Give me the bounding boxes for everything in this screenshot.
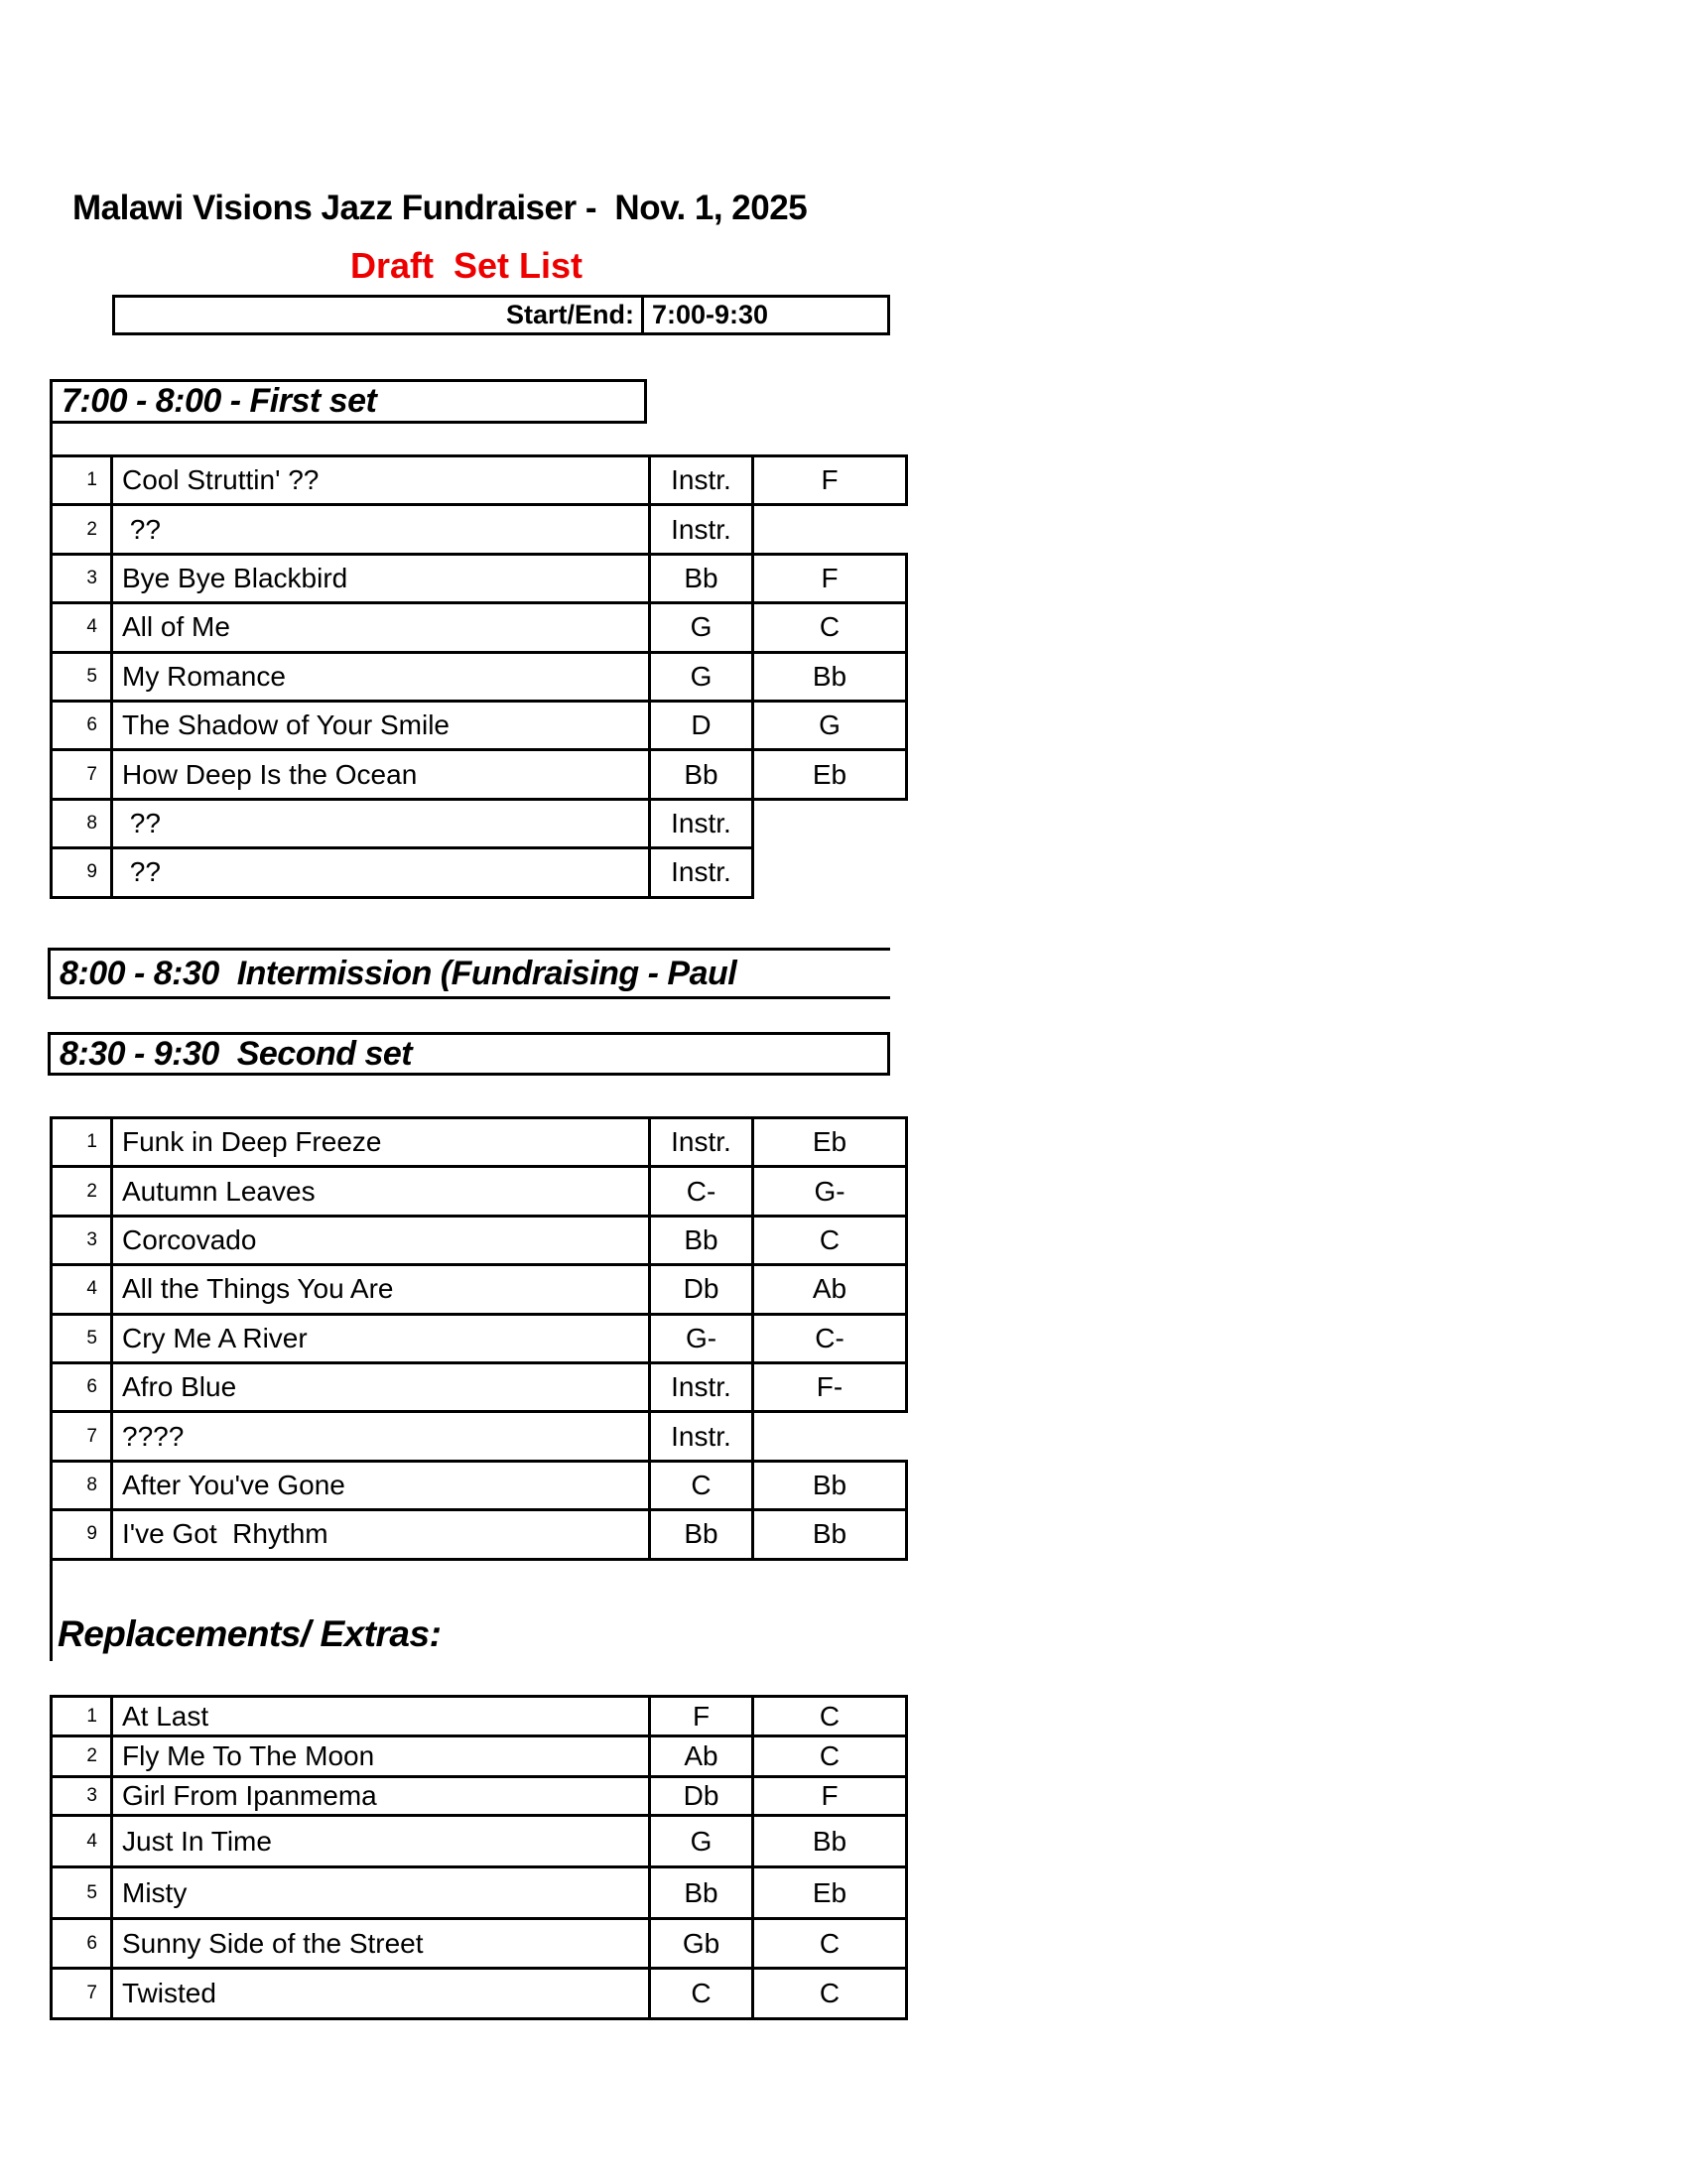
song-title-cell: ????	[112, 1412, 650, 1461]
song-key2-cell	[753, 1412, 907, 1461]
page-title: Malawi Visions Jazz Fundraiser - Nov. 1, 2025	[72, 189, 808, 227]
song-key1-cell: Instr.	[650, 799, 753, 847]
song-key1-cell: Instr.	[650, 456, 753, 505]
row-number-cell: 4	[52, 1265, 112, 1314]
song-key1-cell: Bb	[650, 750, 753, 799]
row-number-cell: 9	[52, 848, 112, 897]
song-row	[52, 1697, 907, 1736]
row-number-cell: 8	[52, 1461, 112, 1509]
song-row	[52, 1216, 907, 1264]
song-row	[52, 1736, 907, 1777]
first-set-header: 7:00 - 8:00 - First set	[50, 379, 647, 424]
song-key1-cell: Instr.	[650, 505, 753, 554]
song-title-cell: The Shadow of Your Smile	[112, 701, 650, 749]
row-number-cell: 5	[52, 1314, 112, 1362]
song-title-cell: All the Things You Are	[112, 1265, 650, 1314]
song-row	[52, 456, 907, 505]
song-row	[52, 1118, 907, 1167]
song-key2-cell: F	[753, 456, 907, 505]
song-key1-cell: G-	[650, 1314, 753, 1362]
song-key1-cell: Gb	[650, 1919, 753, 1969]
song-title-cell: Autumn Leaves	[112, 1167, 650, 1216]
song-key2-cell: C	[753, 1216, 907, 1264]
song-key2-cell: C	[753, 1919, 907, 1969]
schedule-value: 7:00-9:30	[652, 300, 769, 329]
song-key2-cell: Bb	[753, 1510, 907, 1559]
row-number-cell: 4	[52, 1816, 112, 1867]
song-title-cell: Girl From Ipanmema	[112, 1777, 650, 1816]
song-key2-cell	[753, 505, 907, 554]
song-title-cell: Misty	[112, 1867, 650, 1919]
song-key2-cell: Bb	[753, 652, 907, 701]
row-number-cell: 6	[52, 701, 112, 749]
song-title-cell: Afro Blue	[112, 1362, 650, 1411]
song-key1-cell: Instr.	[650, 1412, 753, 1461]
row-number-cell: 6	[52, 1362, 112, 1411]
song-key1-cell: C	[650, 1969, 753, 2019]
song-title-cell: Cool Struttin' ??	[112, 456, 650, 505]
song-key2-cell: C	[753, 603, 907, 652]
song-key1-cell: G	[650, 1816, 753, 1867]
song-key2-cell: C	[753, 1697, 907, 1736]
row-number-cell: 5	[52, 1867, 112, 1919]
song-key1-cell: G	[650, 603, 753, 652]
song-row	[52, 1867, 907, 1919]
song-key1-cell: Instr.	[650, 848, 753, 897]
song-title-cell: After You've Gone	[112, 1461, 650, 1509]
song-row	[52, 1510, 907, 1559]
song-title-cell: Just In Time	[112, 1816, 650, 1867]
page-subtitle: Draft Set List	[349, 245, 584, 286]
row-number-cell: 8	[52, 799, 112, 847]
song-row	[52, 1314, 907, 1362]
song-row	[52, 603, 907, 652]
song-key2-cell: F-	[753, 1362, 907, 1411]
song-title-cell: Sunny Side of the Street	[112, 1919, 650, 1969]
row-number-cell: 2	[52, 505, 112, 554]
song-key1-cell: Instr.	[650, 1118, 753, 1167]
song-key2-cell: C	[753, 1969, 907, 2019]
song-key1-cell: Bb	[650, 1867, 753, 1919]
song-key1-cell: Instr.	[650, 1362, 753, 1411]
song-key2-cell: C-	[753, 1314, 907, 1362]
row-number-cell: 1	[52, 1697, 112, 1736]
song-key1-cell: Bb	[650, 1216, 753, 1264]
song-row	[52, 701, 907, 749]
second-set-header: 8:30 - 9:30 Second set	[48, 1032, 890, 1076]
song-key2-cell: Bb	[753, 1816, 907, 1867]
song-key1-cell: D	[650, 701, 753, 749]
song-key2-cell: G-	[753, 1167, 907, 1216]
row-number-cell: 2	[52, 1736, 112, 1777]
second-set-table	[50, 1116, 908, 1561]
song-row	[52, 652, 907, 701]
row-number-cell: 1	[52, 456, 112, 505]
song-key2-cell: Eb	[753, 1118, 907, 1167]
song-key2-cell	[753, 848, 907, 897]
song-title-cell: Fly Me To The Moon	[112, 1736, 650, 1777]
row-number-cell: 2	[52, 1167, 112, 1216]
row-number-cell: 4	[52, 603, 112, 652]
row-number-cell: 5	[52, 652, 112, 701]
song-key1-cell: Db	[650, 1265, 753, 1314]
song-key1-cell: Bb	[650, 1510, 753, 1559]
song-title-cell: At Last	[112, 1697, 650, 1736]
row-number-cell: 7	[52, 1969, 112, 2019]
song-title-cell: Cry Me A River	[112, 1314, 650, 1362]
song-row	[52, 1362, 907, 1411]
row-number-cell: 1	[52, 1118, 112, 1167]
song-key1-cell: Db	[650, 1777, 753, 1816]
song-row	[52, 1265, 907, 1314]
song-key1-cell: C-	[650, 1167, 753, 1216]
song-key2-cell: Bb	[753, 1461, 907, 1509]
song-key1-cell: Bb	[650, 554, 753, 602]
song-key2-cell: Eb	[753, 750, 907, 799]
song-title-cell: ??	[112, 799, 650, 847]
song-key2-cell: Ab	[753, 1265, 907, 1314]
row-number-cell: 3	[52, 1777, 112, 1816]
song-row	[52, 1919, 907, 1969]
row-number-cell: 7	[52, 1412, 112, 1461]
song-title-cell: Corcovado	[112, 1216, 650, 1264]
song-row	[52, 848, 907, 897]
song-row	[52, 554, 907, 602]
song-key2-cell	[753, 799, 907, 847]
song-row	[52, 1777, 907, 1816]
extras-table	[50, 1695, 908, 2020]
song-key1-cell: Ab	[650, 1736, 753, 1777]
song-title-cell: ??	[112, 848, 650, 897]
row-number-cell: 7	[52, 750, 112, 799]
song-row	[52, 1816, 907, 1867]
extras-heading: Replacements/ Extras:	[58, 1613, 442, 1654]
row-number-cell: 9	[52, 1510, 112, 1559]
song-row	[52, 799, 907, 847]
song-key2-cell: C	[753, 1736, 907, 1777]
song-row	[52, 505, 907, 554]
song-key1-cell: G	[650, 652, 753, 701]
song-key2-cell: F	[753, 1777, 907, 1816]
song-title-cell: How Deep Is the Ocean	[112, 750, 650, 799]
schedule-box	[112, 295, 890, 335]
song-key2-cell: Eb	[753, 1867, 907, 1919]
song-title-cell: Funk in Deep Freeze	[112, 1118, 650, 1167]
header-table-connector-line	[50, 421, 53, 457]
song-title-cell: I've Got Rhythm	[112, 1510, 650, 1559]
song-key1-cell: C	[650, 1461, 753, 1509]
song-title-cell: My Romance	[112, 652, 650, 701]
row-number-cell: 3	[52, 554, 112, 602]
song-row	[52, 1412, 907, 1461]
song-key2-cell: G	[753, 701, 907, 749]
song-title-cell: Bye Bye Blackbird	[112, 554, 650, 602]
song-row	[52, 750, 907, 799]
song-row	[52, 1969, 907, 2019]
song-key1-cell: F	[650, 1697, 753, 1736]
song-title-cell: ??	[112, 505, 650, 554]
song-title-cell: All of Me	[112, 603, 650, 652]
song-row	[52, 1167, 907, 1216]
intermission-header: 8:00 - 8:30 Intermission (Fundraising - Paul	[48, 948, 890, 999]
row-number-cell: 3	[52, 1216, 112, 1264]
song-key2-cell: F	[753, 554, 907, 602]
first-set-table	[50, 454, 908, 899]
row-number-cell: 6	[52, 1919, 112, 1969]
song-title-cell: Twisted	[112, 1969, 650, 2019]
song-row	[52, 1461, 907, 1509]
schedule-label: Start/End:	[115, 298, 644, 332]
stray-cell-border-line	[50, 1556, 53, 1661]
